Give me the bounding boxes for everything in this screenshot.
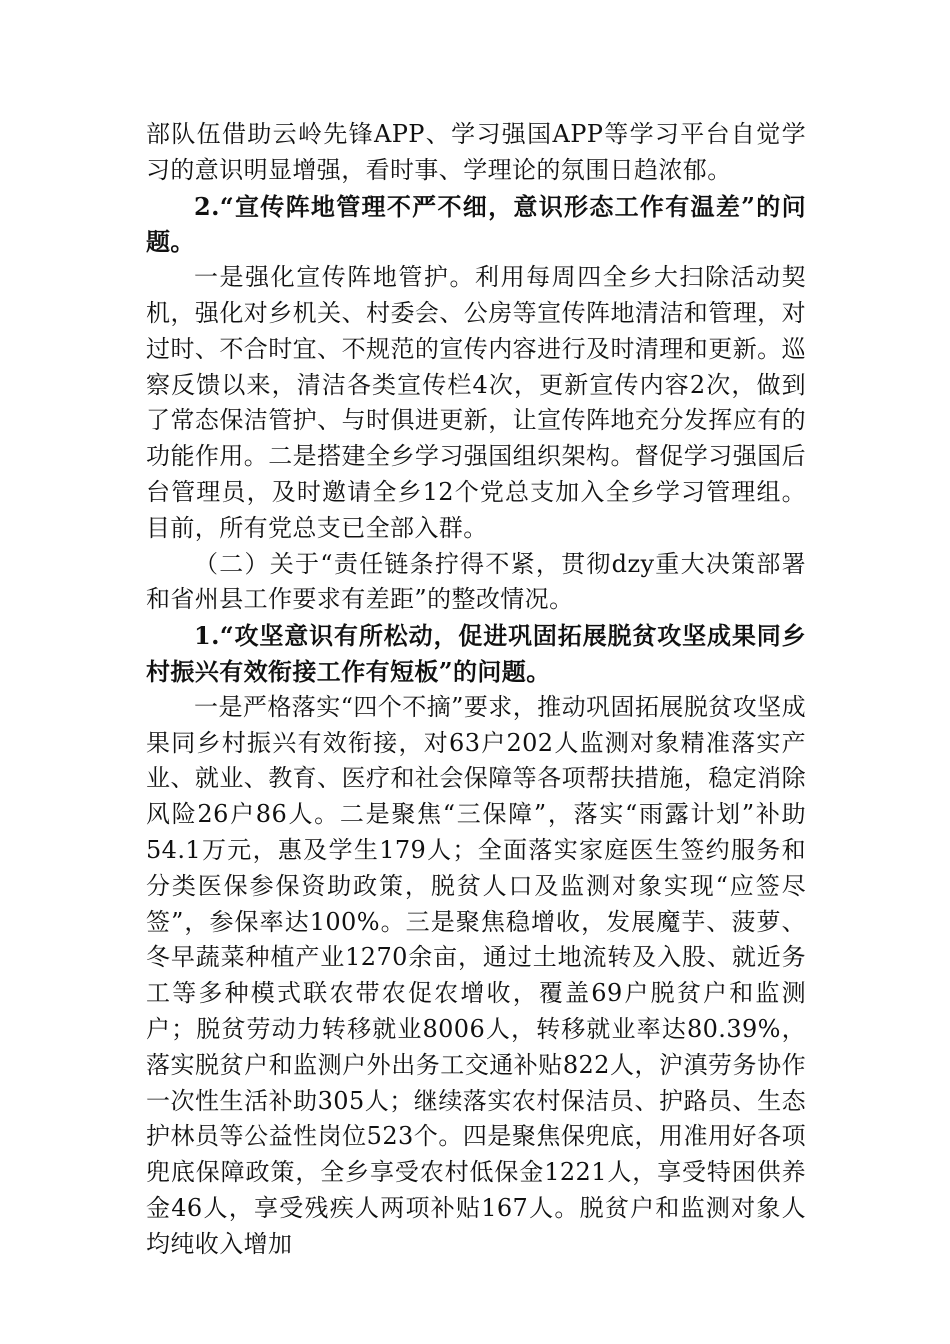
paragraph-poverty-alleviation: 一是严格落实“四个不摘”要求，推动巩固拓展脱贫攻坚成果同乡村振兴有效衔接，对63户202人监测对象精准落实产业、就业、教育、医疗和社会保障等各项帮扶措施，稳定消除风险26户86人。二是聚焦“三保障”，落实“雨露计划”补助54.1万元，惠及学生179人；全面落实家庭医生签约服务和分类医保参保资助政策，脱贫人口及监测对象实现“应签尽签”，参保率达100%。三是聚焦稳增收，发展魔芋、菠萝、冬早蔬菜种植产业1270余亩，通过土地流转及入股、就近务工等多种模式联农带农促农增收，覆盖69户脱贫户和监测户；脱贫劳动力转移就业8006人，转移就业率达80.39%，落实脱贫户和监测户外出务工交通补贴822人，沪滇劳务协作一次性生活补助305人；继续落实农村保洁员、护路员、生态护林员等公益性岗位523个。四是聚焦保兜底，用准用好各项兜底保障政策，全乡享受农村低保金1221人，享受特困供养金46人，享受残疾人两项补贴167人。脱贫户和监测对象人均纯收入增加	[146, 692, 806, 1258]
paragraph-publicity: 一是强化宣传阵地管护。利用每周四全乡大扫除活动契机，强化对乡机关、村委会、公房等宣传阵地清洁和管理，对过时、不合时宜、不规范的宣传内容进行及时清理和更新。巡察反馈以来，清洁各类宣传栏4次，更新宣传内容2次，做到了常态保洁管护、与时俱进更新，让宣传阵地充分发挥应有的功能作用。二是搭建全乡学习强国组织架构。督促学习强国后台管理员，及时邀请全乡12个党总支加入全乡学习管理组。目前，所有党总支已全部入群。	[146, 263, 806, 542]
section-heading-2: 2.“宣传阵地管理不严不细，意识形态工作有温差”的问题。	[146, 191, 806, 257]
section-subheading-2: （二）关于“责任链条拧得不紧，贯彻dzy重大决策部署和省州县工作要求有差距”的整改情况。	[146, 549, 806, 614]
section-heading-1: 1.“攻坚意识有所松动，促进巩固拓展脱贫攻坚成果同乡村振兴有效衔接工作有短板”的问题。	[146, 621, 806, 686]
document-page	[146, 117, 806, 1263]
paragraph-continuation: 部队伍借助云岭先锋APP、学习强国APP等学习平台自觉学习的意识明显增强，看时事、学理论的氛围日趋浓郁。	[146, 120, 806, 184]
